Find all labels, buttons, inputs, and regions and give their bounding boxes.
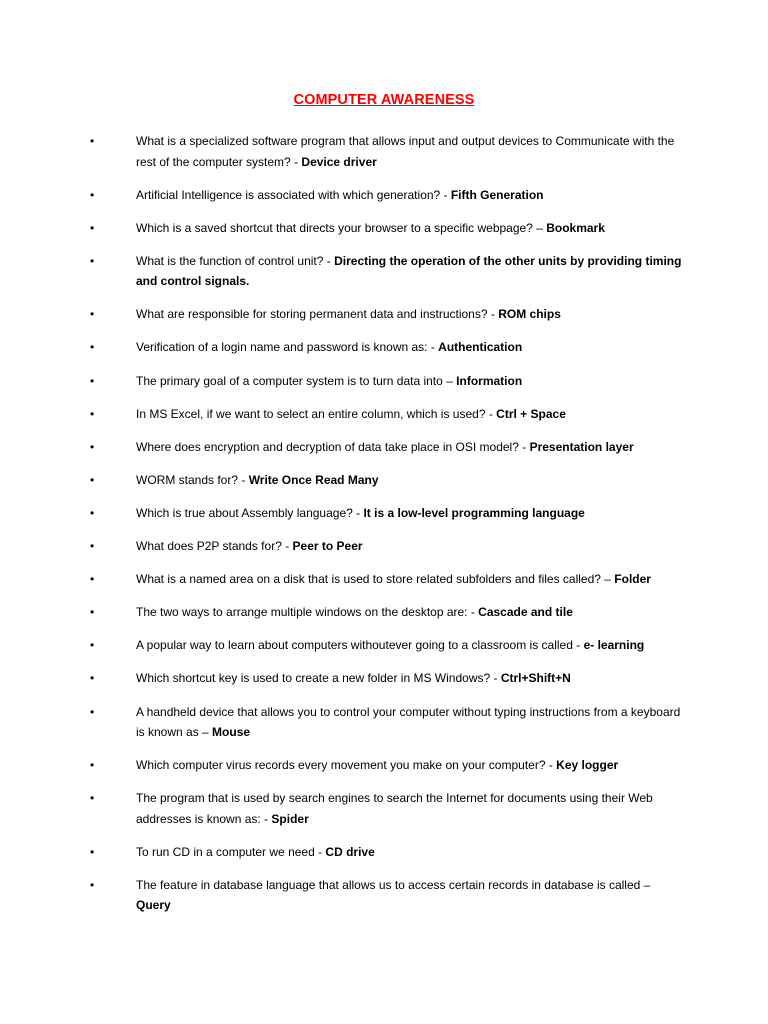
question-text: Which shortcut key is used to create a new folder in MS Windows? - — [136, 671, 501, 686]
bullet-icon: • — [90, 572, 95, 587]
question-text: Which is true about Assembly language? - — [136, 505, 364, 520]
list-item — [0, 251, 768, 292]
list-item — [0, 304, 768, 325]
answer-text: Ctrl+Shift+N — [500, 671, 571, 686]
list-item-text — [136, 635, 684, 656]
answer-text: Presentation layer — [529, 439, 634, 454]
list-item-text — [136, 185, 684, 206]
question-text: What is a named area on a disk that is used to store related subfolders and files called? – — [136, 572, 615, 587]
answer-text: Device driver — [301, 154, 377, 169]
bullet-icon: • — [90, 439, 95, 454]
answer-text: It is a low-level programming language — [363, 505, 585, 520]
list-item — [0, 470, 768, 491]
list-item — [0, 503, 768, 524]
list-item — [0, 218, 768, 239]
bullet-icon: • — [90, 539, 95, 554]
list-item-text — [136, 437, 684, 458]
list-item-text — [136, 404, 684, 425]
bullet-icon: • — [90, 791, 95, 806]
answer-text: Key logger — [556, 758, 619, 773]
list-item-text — [136, 503, 684, 524]
question-text: What is the function of control unit? - — [136, 253, 335, 268]
list-item-text — [136, 337, 684, 358]
answer-text: Fifth Generation — [450, 187, 544, 202]
question-text: What are responsible for storing permanent data and instructions? - — [136, 307, 499, 322]
question-text: To run CD in a computer we need - — [136, 844, 326, 859]
bullet-icon: • — [90, 671, 95, 686]
list-item — [0, 536, 768, 557]
question-text: The program that is used by search engines to search the Internet for documents using their Web addresses is known as: - — [136, 791, 653, 826]
question-text: A popular way to learn about computers withoutever going to a classroom is called - — [136, 638, 584, 653]
list-item — [0, 842, 768, 863]
list-item — [0, 337, 768, 358]
list-item-text — [136, 702, 684, 743]
question-text: The two ways to arrange multiple windows on the desktop are: - — [136, 605, 479, 620]
answer-text: Spider — [271, 811, 309, 826]
list-item — [0, 788, 768, 829]
list-item — [0, 404, 768, 425]
answer-text: Query — [136, 898, 171, 913]
list-item-text — [136, 131, 684, 172]
answer-text: CD drive — [325, 844, 375, 859]
question-text: The primary goal of a computer system is to turn data into – — [136, 373, 457, 388]
list-item — [0, 635, 768, 656]
list-item — [0, 602, 768, 623]
bullet-icon: • — [90, 340, 95, 355]
answer-text: Mouse — [212, 725, 251, 739]
list-item — [0, 875, 768, 916]
bullet-icon: • — [90, 134, 95, 148]
list-item-text — [136, 371, 684, 392]
answer-text: Folder — [614, 572, 651, 587]
list-item — [0, 131, 768, 172]
bullet-icon: • — [90, 758, 95, 773]
bullet-icon: • — [90, 505, 95, 520]
bullet-icon: • — [90, 844, 95, 859]
question-text: Verification of a login name and password is known as: - — [136, 340, 439, 355]
question-answer-list — [0, 131, 768, 928]
list-item — [0, 437, 768, 458]
list-item-text — [136, 536, 684, 557]
list-item — [0, 668, 768, 689]
question-text: Which is a saved shortcut that directs your browser to a specific webpage? – — [136, 220, 547, 235]
question-text: Where does encryption and decryption of data take place in OSI model? - — [136, 439, 530, 454]
list-item-text — [136, 842, 684, 863]
bullet-icon: • — [90, 704, 95, 719]
bullet-icon: • — [90, 877, 95, 892]
answer-text: Cascade and tile — [478, 605, 573, 620]
answer-text: Authentication — [438, 340, 523, 355]
list-item-text — [136, 569, 684, 590]
page-title: COMPUTER AWARENESS — [293, 92, 475, 108]
question-text: Which computer virus records every movement you make on your computer? - — [136, 758, 557, 773]
list-item — [0, 185, 768, 206]
bullet-icon: • — [90, 472, 95, 487]
answer-text: e- learning — [583, 638, 645, 653]
question-text: What does P2P stands for? - — [136, 539, 293, 554]
list-item — [0, 569, 768, 590]
answer-text: Peer to Peer — [292, 539, 363, 554]
list-item-text — [136, 788, 684, 829]
list-item-text — [136, 218, 684, 239]
question-text: What is a specialized software program that allows input and output devices to Communicate with the rest of the computer system? - — [136, 134, 675, 169]
list-item-text — [136, 470, 684, 491]
question-text: In MS Excel, if we want to select an entire column, which is used? - — [136, 406, 497, 421]
question-text: A handheld device that allows you to control your computer without typing instructions from a keyboard is known as – — [136, 704, 681, 739]
bullet-icon: • — [90, 638, 95, 653]
list-item — [0, 371, 768, 392]
list-item-text — [136, 875, 684, 916]
bullet-icon: • — [90, 187, 95, 202]
answer-text: Write Once Read Many — [248, 472, 379, 487]
list-item — [0, 755, 768, 776]
list-item — [0, 702, 768, 743]
bullet-icon: • — [90, 253, 95, 268]
list-item-text — [136, 304, 684, 325]
list-item-text — [136, 602, 684, 623]
bullet-icon: • — [90, 307, 95, 322]
question-text: Artificial Intelligence is associated with which generation? - — [136, 187, 451, 202]
bullet-icon: • — [90, 406, 95, 421]
answer-text: Information — [456, 373, 523, 388]
list-item-text — [136, 755, 684, 776]
list-item-text — [136, 251, 684, 292]
bullet-icon: • — [90, 373, 95, 388]
question-text: The feature in database language that allows us to access certain records in database is called – — [136, 877, 651, 892]
answer-text: Directing the operation of the other units by providing timing and control signals. — [136, 253, 682, 289]
answer-text: ROM chips — [498, 307, 561, 322]
bullet-icon: • — [90, 220, 95, 235]
bullet-icon: • — [90, 605, 95, 620]
answer-text: Ctrl + Space — [496, 406, 566, 421]
answer-text: Bookmark — [546, 220, 605, 235]
question-text: WORM stands for? - — [136, 472, 249, 487]
list-item-text — [136, 668, 684, 689]
